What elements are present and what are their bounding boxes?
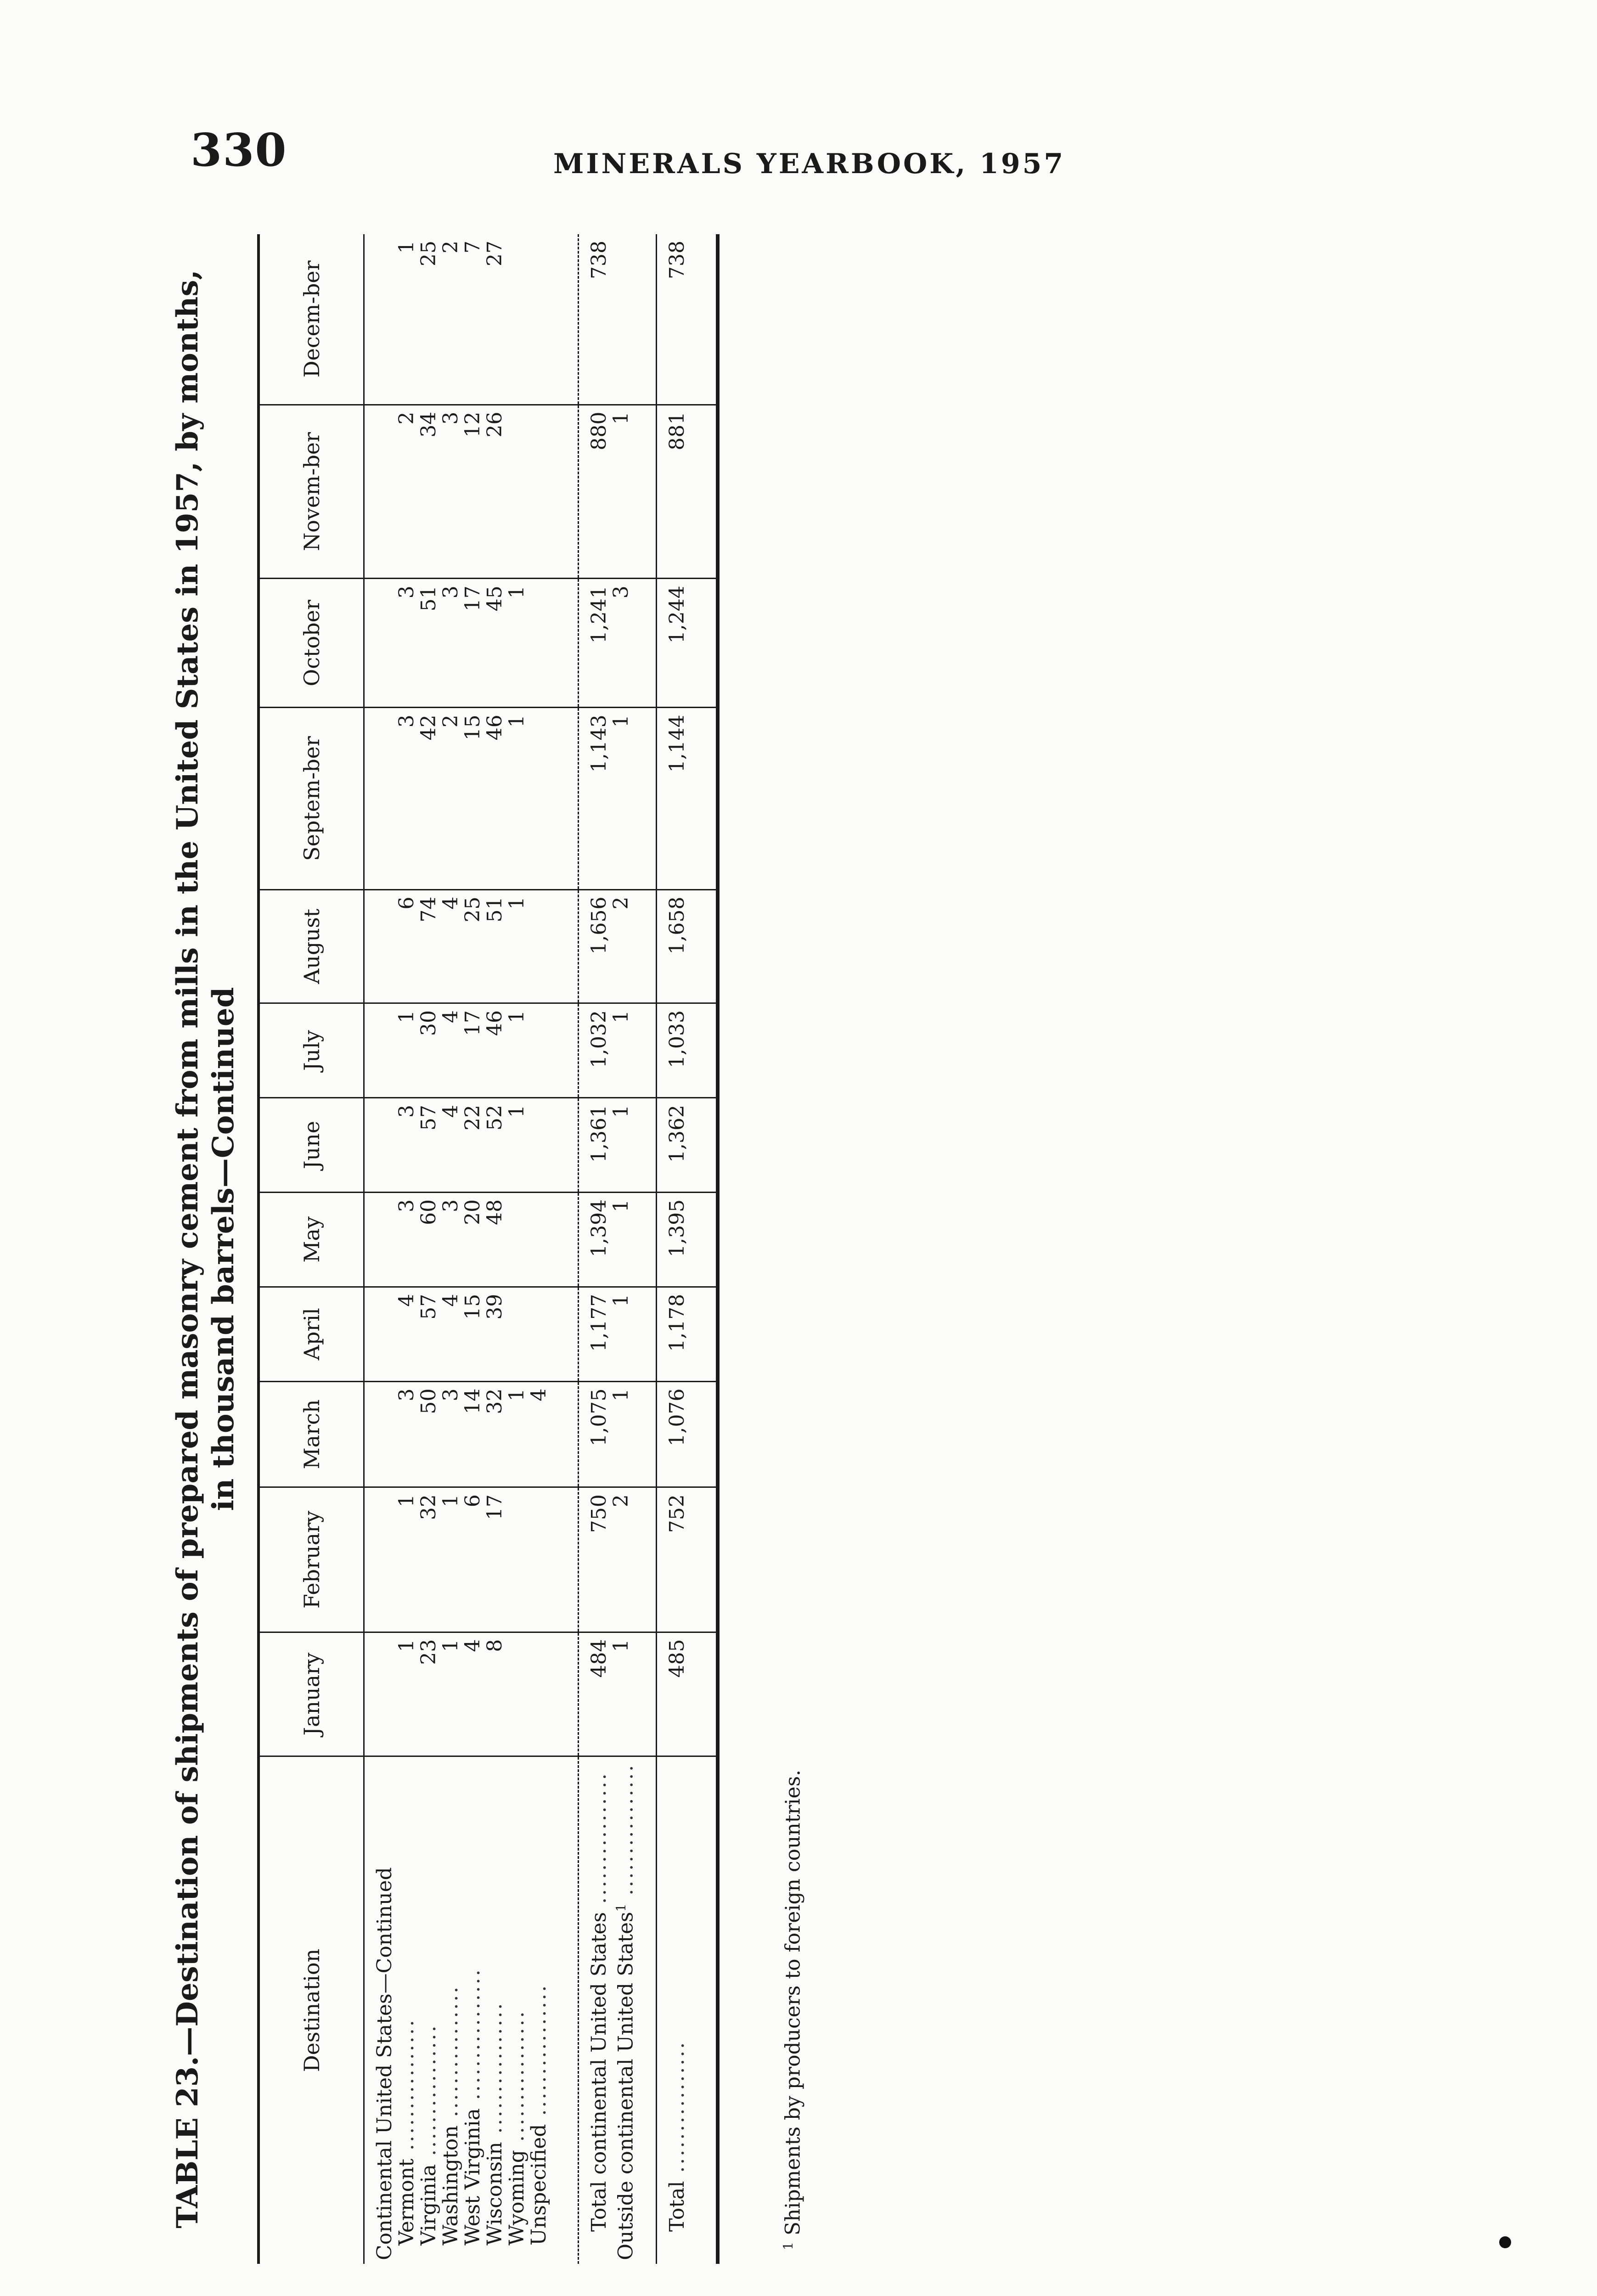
cell-value: 1 xyxy=(610,1632,637,1756)
leader-dots: ................ xyxy=(439,1985,462,2126)
cell-value: 46 xyxy=(484,1003,506,1098)
cell-value: 1,241 xyxy=(579,579,611,708)
cell-value: 6 xyxy=(462,1487,484,1632)
cell-value: 3 xyxy=(396,708,418,889)
cell-value xyxy=(528,579,550,708)
cell-value: 1,075 xyxy=(579,1381,611,1487)
outside-continental-row xyxy=(610,234,637,2264)
cell-value: 1 xyxy=(506,708,528,889)
cell-value: 1 xyxy=(506,1097,528,1192)
grand-total-row xyxy=(656,234,688,2264)
cell-value: 485 xyxy=(656,1632,688,1756)
row-label-text: Total xyxy=(665,2181,689,2232)
cell-value: 1,361 xyxy=(579,1097,611,1192)
cell-value: 2 xyxy=(610,1487,637,1632)
row-label xyxy=(610,1756,637,2264)
col-header-november: Novem-ber xyxy=(259,405,364,579)
row-end-spacer xyxy=(688,234,718,2264)
leader-dots: ................ xyxy=(527,1983,551,2124)
cell-value: 3 xyxy=(396,1381,418,1487)
col-header-april: April xyxy=(259,1287,364,1381)
table-title: TABLE 23.—Destination of shipments of prepared masonry cement from mills in the United States in 1957, by months, in thousand barrels—Continued xyxy=(170,270,241,2228)
cell-value xyxy=(528,1192,550,1287)
footnote-text: Shipments by producers to foreign countries. xyxy=(781,1769,805,2236)
cell-value: 1,362 xyxy=(656,1097,688,1192)
section-label: Continental United States—Continued xyxy=(373,1867,396,2260)
cell-value: 48 xyxy=(484,1192,506,1287)
cell-value: 46 xyxy=(484,708,506,889)
section-row xyxy=(364,234,396,2264)
cell-value: 32 xyxy=(418,1487,440,1632)
cell-value: 4 xyxy=(396,1287,418,1381)
cell-value xyxy=(610,234,637,405)
cell-value: 8 xyxy=(484,1632,506,1756)
cell-value: 17 xyxy=(462,1003,484,1098)
cell-value: 3 xyxy=(396,1192,418,1287)
col-header-september: Septem-ber xyxy=(259,708,364,889)
cell-value: 1,143 xyxy=(579,708,611,889)
row-label xyxy=(484,1756,506,2264)
cell-value: 20 xyxy=(462,1192,484,1287)
col-header-august: August xyxy=(259,889,364,1003)
cell-value xyxy=(506,234,528,405)
cell-value: 12 xyxy=(462,405,484,579)
cell-value: 30 xyxy=(418,1003,440,1098)
row-label-text: Outside continental United States xyxy=(614,1912,638,2260)
leader-dots: ................ xyxy=(587,1772,611,1912)
leader-dots: ................ xyxy=(665,2040,689,2181)
cell-value: 50 xyxy=(418,1381,440,1487)
cell-value: 750 xyxy=(579,1487,611,1632)
row-label-text: Unspecified xyxy=(527,2124,551,2245)
cell-value: 1 xyxy=(506,1381,528,1487)
cell-value xyxy=(528,1487,550,1632)
cell-value: 1 xyxy=(506,1003,528,1098)
rotated-table-block xyxy=(170,234,849,2264)
cell-value: 1 xyxy=(396,1632,418,1756)
table-row xyxy=(506,234,528,2264)
cell-value xyxy=(506,1487,528,1632)
table-row xyxy=(528,234,550,2264)
table-row xyxy=(418,234,440,2264)
cell-value: 738 xyxy=(656,234,688,405)
cell-value: 1 xyxy=(506,579,528,708)
cell-value: 1,033 xyxy=(656,1003,688,1098)
cell-value: 1 xyxy=(610,1381,637,1487)
cell-value: 1,144 xyxy=(656,708,688,889)
cell-value: 1,244 xyxy=(656,579,688,708)
col-header-destination: Destination xyxy=(259,1756,364,2264)
row-label xyxy=(506,1756,528,2264)
cell-value: 34 xyxy=(418,405,440,579)
row-label-text: Wisconsin xyxy=(483,2142,506,2245)
cell-value: 57 xyxy=(418,1287,440,1381)
cell-value: 23 xyxy=(418,1632,440,1756)
cell-value: 1 xyxy=(440,1632,462,1756)
cell-value: 1 xyxy=(610,1003,637,1098)
cell-value: 1,394 xyxy=(579,1192,611,1287)
cell-value: 14 xyxy=(462,1381,484,1487)
leader-dots: ................ xyxy=(417,2024,440,2164)
cell-value: 4 xyxy=(440,1003,462,1098)
cell-value: 2 xyxy=(440,708,462,889)
col-header-june: June xyxy=(259,1097,364,1192)
cell-value: 2 xyxy=(610,889,637,1003)
row-label-text: Washington xyxy=(439,2125,462,2245)
cell-value: 484 xyxy=(579,1632,611,1756)
row-label-text: West Virginia xyxy=(461,2108,484,2245)
cell-value xyxy=(506,1192,528,1287)
total-continental-row xyxy=(579,234,611,2264)
cell-value: 1,178 xyxy=(656,1287,688,1381)
col-header-january: January xyxy=(259,1632,364,1756)
cell-value xyxy=(528,889,550,1003)
cell-value xyxy=(506,405,528,579)
cell-value: 3 xyxy=(396,579,418,708)
cell-value: 1 xyxy=(440,1487,462,1632)
cell-value: 22 xyxy=(462,1097,484,1192)
row-label xyxy=(656,1756,688,2264)
cell-value: 1,177 xyxy=(579,1287,611,1381)
cell-value: 6 xyxy=(396,889,418,1003)
footnote-marker: 1 xyxy=(781,2242,796,2250)
cell-value: 60 xyxy=(418,1192,440,1287)
cell-value: 17 xyxy=(484,1487,506,1632)
cell-value: 45 xyxy=(484,579,506,708)
cell-value: 2 xyxy=(396,405,418,579)
cell-value: 1,076 xyxy=(656,1381,688,1487)
cell-value xyxy=(506,1287,528,1381)
cell-value xyxy=(528,1287,550,1381)
cell-value: 51 xyxy=(484,889,506,1003)
cell-value xyxy=(528,405,550,579)
cell-value: 880 xyxy=(579,405,611,579)
cell-value: 3 xyxy=(440,1381,462,1487)
header-row xyxy=(259,234,364,2264)
cell-value: 52 xyxy=(484,1097,506,1192)
cell-value: 32 xyxy=(484,1381,506,1487)
row-label xyxy=(418,1756,440,2264)
running-head: MINERALS YEARBOOK, 1957 xyxy=(553,148,1066,180)
cell-value: 881 xyxy=(656,405,688,579)
cell-value: 25 xyxy=(418,234,440,405)
cell-value xyxy=(528,1632,550,1756)
cell-value: 4 xyxy=(528,1381,550,1487)
cell-value: 3 xyxy=(396,1097,418,1192)
cell-value: 3 xyxy=(440,405,462,579)
cell-value: 4 xyxy=(440,1097,462,1192)
cell-value xyxy=(528,708,550,889)
page-number: 330 xyxy=(191,124,287,177)
cell-value: 42 xyxy=(418,708,440,889)
col-header-may: May xyxy=(259,1192,364,1287)
cell-value: 4 xyxy=(462,1632,484,1756)
col-header-july: July xyxy=(259,1003,364,1098)
cell-value: 27 xyxy=(484,234,506,405)
cell-value: 2 xyxy=(440,234,462,405)
col-header-october: October xyxy=(259,579,364,708)
cell-value: 1 xyxy=(610,1192,637,1287)
cell-value: 1 xyxy=(506,889,528,1003)
cell-value xyxy=(528,234,550,405)
row-label-text: Total continental United States xyxy=(587,1912,611,2232)
table-row xyxy=(396,234,418,2264)
cell-value: 1,656 xyxy=(579,889,611,1003)
cell-value xyxy=(528,1003,550,1098)
footnote-ref: 1 xyxy=(613,1903,629,1912)
leader-dots: ................ xyxy=(395,2018,418,2159)
cell-value: 1 xyxy=(610,405,637,579)
cell-value: 7 xyxy=(462,234,484,405)
cell-value: 26 xyxy=(484,405,506,579)
ink-dot xyxy=(1499,2236,1511,2248)
col-header-december: Decem-ber xyxy=(259,234,364,405)
cell-value: 752 xyxy=(656,1487,688,1632)
cell-value: 1 xyxy=(610,708,637,889)
cell-value: 1,032 xyxy=(579,1003,611,1098)
cell-value: 1 xyxy=(396,1487,418,1632)
row-label-text: Wyoming xyxy=(505,2150,529,2245)
col-header-march: March xyxy=(259,1381,364,1487)
cell-value: 1 xyxy=(396,234,418,405)
cell-value: 1 xyxy=(610,1097,637,1192)
row-spacer xyxy=(550,234,579,2264)
cell-value: 1 xyxy=(610,1287,637,1381)
cell-value: 4 xyxy=(440,889,462,1003)
cell-value: 51 xyxy=(418,579,440,708)
shipments-table xyxy=(257,234,720,2264)
row-label xyxy=(396,1756,418,2264)
row-label xyxy=(528,1756,550,2264)
cell-value: 3 xyxy=(440,1192,462,1287)
cell-value: 15 xyxy=(462,1287,484,1381)
cell-value xyxy=(528,1097,550,1192)
cell-value: 4 xyxy=(440,1287,462,1381)
cell-value: 15 xyxy=(462,708,484,889)
cell-value: 39 xyxy=(484,1287,506,1381)
row-gap xyxy=(637,234,657,2264)
col-header-february: February xyxy=(259,1487,364,1632)
cell-value: 1,658 xyxy=(656,889,688,1003)
leader-dots: ................ xyxy=(614,1763,638,1904)
cell-value: 3 xyxy=(440,579,462,708)
cell-value xyxy=(506,1632,528,1756)
cell-value: 738 xyxy=(579,234,611,405)
cell-value: 74 xyxy=(418,889,440,1003)
table-row xyxy=(440,234,462,2264)
cell-value: 1,395 xyxy=(656,1192,688,1287)
leader-dots: ................ xyxy=(461,1968,484,2109)
cell-value: 1 xyxy=(396,1003,418,1098)
cell-value: 3 xyxy=(610,579,637,708)
row-label-text: Virginia xyxy=(417,2164,440,2245)
footnote xyxy=(781,1770,805,2250)
row-label xyxy=(440,1756,462,2264)
table-row xyxy=(484,234,506,2264)
cell-value: 57 xyxy=(418,1097,440,1192)
cell-value: 17 xyxy=(462,579,484,708)
leader-dots: ................ xyxy=(505,2009,529,2150)
row-label-text: Vermont xyxy=(395,2158,418,2245)
cell-value: 25 xyxy=(462,889,484,1003)
row-label xyxy=(462,1756,484,2264)
table-row xyxy=(462,234,484,2264)
leader-dots: ................ xyxy=(483,2001,506,2142)
row-label xyxy=(579,1756,611,2264)
